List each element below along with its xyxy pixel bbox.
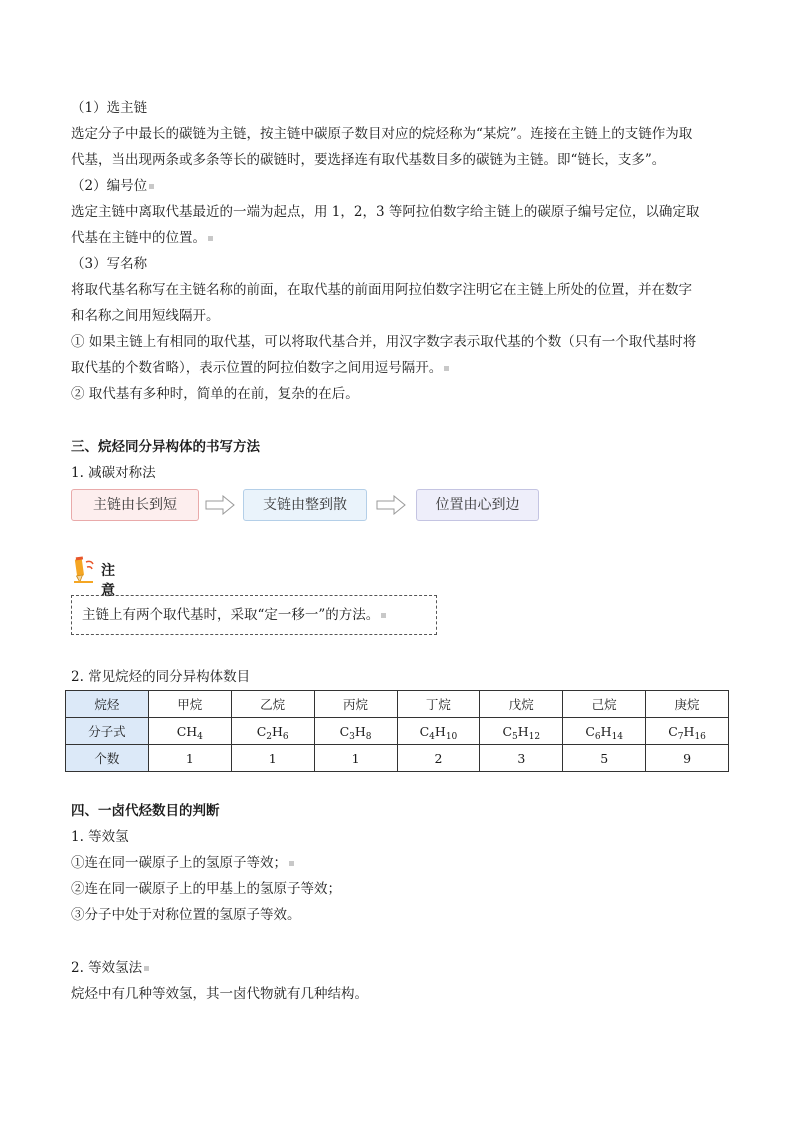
- edit-mark-icon: [444, 366, 449, 371]
- note-box: [71, 595, 437, 635]
- table-row: [66, 745, 729, 772]
- count-cell: 1: [314, 745, 397, 772]
- edit-mark-icon: [289, 861, 294, 866]
- edit-mark-icon: [149, 184, 154, 189]
- section4-title: 四、一卤代烃数目的判断: [71, 803, 220, 819]
- table-header-cell: 丙烷: [314, 691, 397, 718]
- table-row: [66, 718, 729, 745]
- section3-title: 三、烷烃同分异构体的书写方法: [71, 439, 260, 455]
- table-row: [66, 691, 729, 718]
- rule1-line2: 取代基的个数省略），表示位置的阿拉伯数字之间用逗号隔开。: [71, 355, 726, 381]
- step1-text-line2: 代基，当出现两条或多条等长的碳链时，要选择连有取代基数目多的碳链为主链。即“链长，支多”。: [71, 152, 666, 168]
- note-text: 主链上有两个取代基时，采取“定一移一”的方法。: [82, 607, 380, 623]
- step1-heading: （1）选主链: [71, 100, 148, 116]
- step3-text-line2: 和名称之间用短线隔开。: [71, 308, 220, 324]
- table-header-cell: 烷烃: [66, 691, 149, 718]
- arrow-right-icon: [205, 495, 235, 515]
- formula-cell: $C_3H_8$: [314, 718, 397, 745]
- table-header-cell: 乙烷: [231, 691, 314, 718]
- formula-cell: $CH_4$: [148, 718, 231, 745]
- formula-cell: $C_5H_{12}$: [480, 718, 563, 745]
- step2-text-line1: 选定主链中离取代基最近的一端为起点，用 1，2，3 等阿拉伯数字给主链上的碳原子编号定位，以确定取: [71, 204, 700, 220]
- step2-text-line2: 代基在主链中的位置。: [71, 225, 726, 251]
- count-cell: 9: [646, 745, 729, 772]
- count-cell: 3: [480, 745, 563, 772]
- table-header-cell: 丁烷: [397, 691, 480, 718]
- equiv-h-method-text: 烷烃中有几种等效氢，其一卤代物就有几种结构。: [71, 986, 368, 1002]
- count-cell: 1: [231, 745, 314, 772]
- formula-cell: $C_2H_6$: [231, 718, 314, 745]
- flow-step-1: 主链由长到短: [71, 489, 199, 521]
- equiv-h-heading: 1. 等效氢: [71, 829, 129, 845]
- flow-step-2: 支链由整到散: [243, 489, 367, 521]
- equiv-h-item1: ①连在同一碳原子上的氢原子等效；: [71, 850, 726, 876]
- method2-heading: 2. 常见烷烃的同分异构体数目: [71, 669, 251, 685]
- count-cell: 5: [563, 745, 646, 772]
- step1-text-line1: 选定分子中最长的碳链为主链，按主链中碳原子数目对应的烷烃称为“某烷”。连接在主链上的支链作为取: [71, 126, 693, 142]
- equiv-h-item3: ③分子中处于对称位置的氢原子等效。: [71, 907, 301, 923]
- step3-text-line1: 将取代基名称写在主链名称的前面，在取代基的前面用阿拉伯数字注明它在主链上所处的位置，并在数字: [71, 282, 692, 298]
- table-header-cell: 戊烷: [480, 691, 563, 718]
- edit-mark-icon: [144, 966, 149, 971]
- count-cell: 2: [397, 745, 480, 772]
- flow-step-3: 位置由心到边: [416, 489, 539, 521]
- note-label: 注意: [101, 563, 115, 599]
- formula-cell: $C_7H_{16}$: [646, 718, 729, 745]
- table-header-cell: 庚烷: [646, 691, 729, 718]
- isomer-count-table: [65, 690, 729, 772]
- count-cell: 1: [148, 745, 231, 772]
- edit-mark-icon: [381, 613, 386, 618]
- rule1-line1: ① 如果主链上有相同的取代基，可以将取代基合并，用汉字数字表示取代基的个数（只有一个取代基时将: [71, 334, 697, 350]
- table-header-cell: 甲烷: [148, 691, 231, 718]
- pencil-note-icon: [71, 556, 97, 584]
- equiv-h-method-heading: 2. 等效氢法: [71, 955, 726, 981]
- table-header-cell: 己烷: [563, 691, 646, 718]
- step3-heading: （3）写名称: [71, 256, 148, 272]
- rule2-line: ② 取代基有多种时，简单的在前，复杂的在后。: [71, 386, 359, 402]
- formula-cell: $C_4H_{10}$: [397, 718, 480, 745]
- formula-cell: $C_6H_{14}$: [563, 718, 646, 745]
- edit-mark-icon: [208, 236, 213, 241]
- equiv-h-item2: ②连在同一碳原子上的甲基上的氢原子等效；: [71, 881, 341, 897]
- step2-heading: （2）编号位: [71, 173, 726, 199]
- arrow-right-icon: [376, 495, 406, 515]
- table-row-label: 个数: [66, 745, 149, 772]
- table-row-label: 分子式: [66, 718, 149, 745]
- method1-heading: 1. 减碳对称法: [71, 465, 156, 481]
